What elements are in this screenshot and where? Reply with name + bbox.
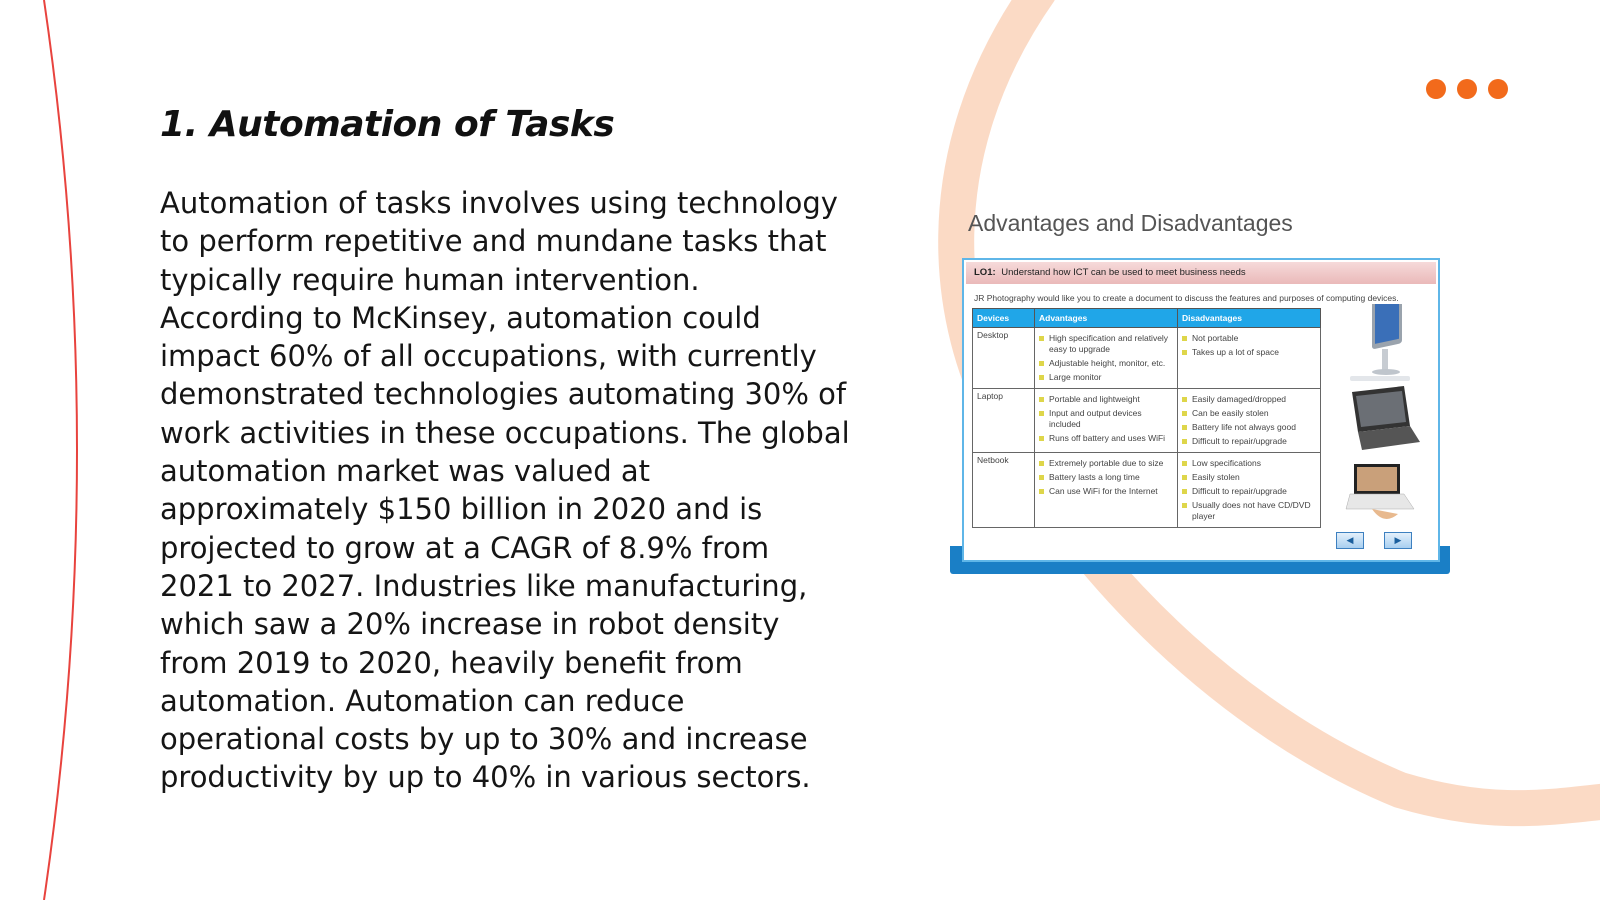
- list-item: Usually does not have CD/DVD player: [1182, 500, 1316, 522]
- list-item: Input and output devices included: [1039, 408, 1173, 430]
- list-item: Adjustable height, monitor, etc.: [1039, 358, 1173, 369]
- lo-text: Understand how ICT can be used to meet business needs: [1001, 267, 1246, 278]
- dot-icon: [1488, 79, 1508, 99]
- slide-body-text: Automation of tasks involves using technology to perform repetitive and mundane tasks that typically require human intervention. According to McKinsey, automation could impact 60% of all occupations, with currently demonstrated technologies automating 30% of work activities in these occupations. The global automation market was valued at approximately $150 billion in 2020 and is projected to grow at a CAGR of 8.9% from 2021 to 2027. Industries like manufacturing, which saw a 20% increase in robot density from 2019 to 2020, heavily benefit from automation. Automation can reduce operational costs by up to 30% and increase productivity by up to 40% in various sectors.: [160, 186, 850, 795]
- advantages-cell: [1035, 453, 1178, 528]
- list-item: Easily damaged/dropped: [1182, 394, 1316, 405]
- list-item: Low specifications: [1182, 458, 1316, 469]
- list-item: Difficult to repair/upgrade: [1182, 486, 1316, 497]
- left-accent-line: [44, 0, 77, 900]
- disadvantages-cell: [1178, 453, 1321, 528]
- device-cell: Desktop: [973, 328, 1035, 389]
- next-arrow-icon: ▶: [1384, 532, 1412, 549]
- list-item: Large monitor: [1039, 372, 1173, 383]
- image-caption: Advantages and Disadvantages: [968, 210, 1293, 236]
- list-item: Difficult to repair/upgrade: [1182, 436, 1316, 447]
- device-cell: Netbook: [973, 453, 1035, 528]
- table-header-row: [973, 309, 1321, 328]
- slide-intro-text: JR Photography would like you to create a document to discuss the features and purposes of computing devices.: [974, 293, 1399, 303]
- menu-dots: [1426, 79, 1508, 99]
- list-item: Can be easily stolen: [1182, 408, 1316, 419]
- desktop-computer-icon: [1350, 304, 1410, 381]
- table-header-cell: Devices: [973, 309, 1035, 328]
- table-header-cell: Advantages: [1035, 309, 1178, 328]
- device-cell: Laptop: [973, 389, 1035, 453]
- list-item: High specification and relatively easy to upgrade: [1039, 333, 1173, 355]
- list-item: Runs off battery and uses WiFi: [1039, 433, 1173, 444]
- learning-objective-bar: [966, 262, 1436, 284]
- table-row: [973, 389, 1321, 453]
- list-item: Battery life not always good: [1182, 422, 1316, 433]
- dot-icon: [1457, 79, 1477, 99]
- list-item: Easily stolen: [1182, 472, 1316, 483]
- dot-icon: [1426, 79, 1446, 99]
- prev-arrow-icon: ◀: [1336, 532, 1364, 549]
- list-item: Can use WiFi for the Internet: [1039, 486, 1173, 497]
- list-item: Takes up a lot of space: [1182, 347, 1316, 358]
- netbook-icon: [1346, 464, 1414, 519]
- table-row: [973, 328, 1321, 389]
- list-item: Battery lasts a long time: [1039, 472, 1173, 483]
- device-pictures: [1332, 304, 1432, 534]
- disadvantages-cell: [1178, 328, 1321, 389]
- advantages-cell: [1035, 389, 1178, 453]
- lo-label: LO1:: [974, 267, 996, 278]
- embedded-slide-image: [962, 258, 1440, 562]
- table-row: [973, 453, 1321, 528]
- table-header-cell: Disadvantages: [1178, 309, 1321, 328]
- slide-title: 1. Automation of Tasks: [160, 104, 615, 145]
- list-item: Extremely portable due to size: [1039, 458, 1173, 469]
- list-item: Portable and lightweight: [1039, 394, 1173, 405]
- disadvantages-cell: [1178, 389, 1321, 453]
- list-item: Not portable: [1182, 333, 1316, 344]
- advantages-cell: [1035, 328, 1178, 389]
- devices-table: [972, 308, 1321, 528]
- laptop-icon: [1352, 386, 1420, 450]
